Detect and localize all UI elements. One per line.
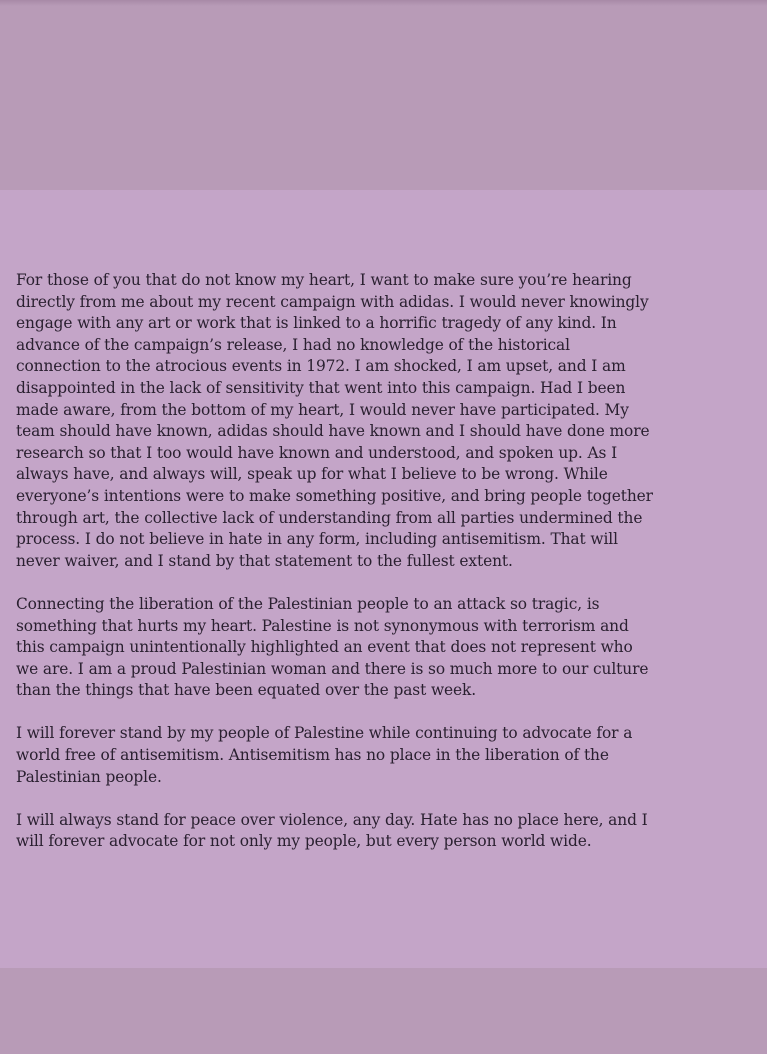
- statement-line: everyone’s intentions were to make something positive, and bring people together: [16, 486, 653, 505]
- statement-line: process. I do not believe in hate in any form, including antisemitism. That will: [16, 530, 618, 549]
- statement-line: engage with any art or work that is linked to a horrific tragedy of any kind. In: [16, 314, 617, 333]
- statement-line: this campaign unintentionally highlighted an event that does not represent who: [16, 638, 633, 657]
- statement-line: will forever advocate for not only my people, but every person world wide.: [16, 832, 592, 851]
- statement-line: Connecting the liberation of the Palestinian people to an attack so tragic, is: [16, 594, 600, 613]
- statement-line: For those of you that do not know my heart, I want to make sure you’re hearing: [16, 271, 632, 289]
- statement-line: I will forever stand by my people of Palestine while continuing to advocate for a: [16, 724, 633, 743]
- statement-line: Palestinian people.: [16, 767, 162, 786]
- bottom-band: [0, 968, 767, 1054]
- statement-line: we are. I am a proud Palestinian woman and there is so much more to our culture: [16, 659, 649, 678]
- statement-line: I will always stand for peace over violence, any day. Hate has no place here, and I: [16, 810, 648, 829]
- statement-line: through art, the collective lack of understanding from all parties undermined the: [16, 508, 643, 527]
- statement-text: [16, 270, 754, 853]
- statement-paragraph-2: [16, 594, 754, 702]
- statement-paragraph-3: [16, 723, 754, 788]
- top-band: [0, 0, 767, 190]
- statement-line: directly from me about my recent campaign with adidas. I would never knowingly: [16, 292, 649, 311]
- statement-line: made aware, from the bottom of my heart, I would never have participated. My: [16, 400, 629, 419]
- statement-line: research so that I too would have known and understood, and spoken up. As I: [16, 443, 618, 462]
- statement-line: team should have known, adidas should have known and I should have done more: [16, 422, 650, 441]
- statement-line: always have, and always will, speak up for what I believe to be wrong. While: [16, 465, 608, 484]
- statement-line: world free of antisemitism. Antisemitism has no place in the liberation of the: [16, 746, 609, 765]
- statement-line: something that hurts my heart. Palestine is not synonymous with terrorism and: [16, 616, 629, 635]
- statement-paragraph-4: [16, 810, 754, 853]
- statement-line: advance of the campaign’s release, I had no knowledge of the historical: [16, 335, 570, 354]
- statement-line: disappointed in the lack of sensitivity that went into this campaign. Had I been: [16, 378, 626, 397]
- statement-line: connection to the atrocious events in 1972. I am shocked, I am upset, and I am: [16, 357, 626, 376]
- statement-line: than the things that have been equated over the past week.: [16, 681, 477, 700]
- statement-line: never waiver, and I stand by that statement to the fullest extent.: [16, 551, 513, 570]
- statement-paragraph-1: [16, 270, 754, 572]
